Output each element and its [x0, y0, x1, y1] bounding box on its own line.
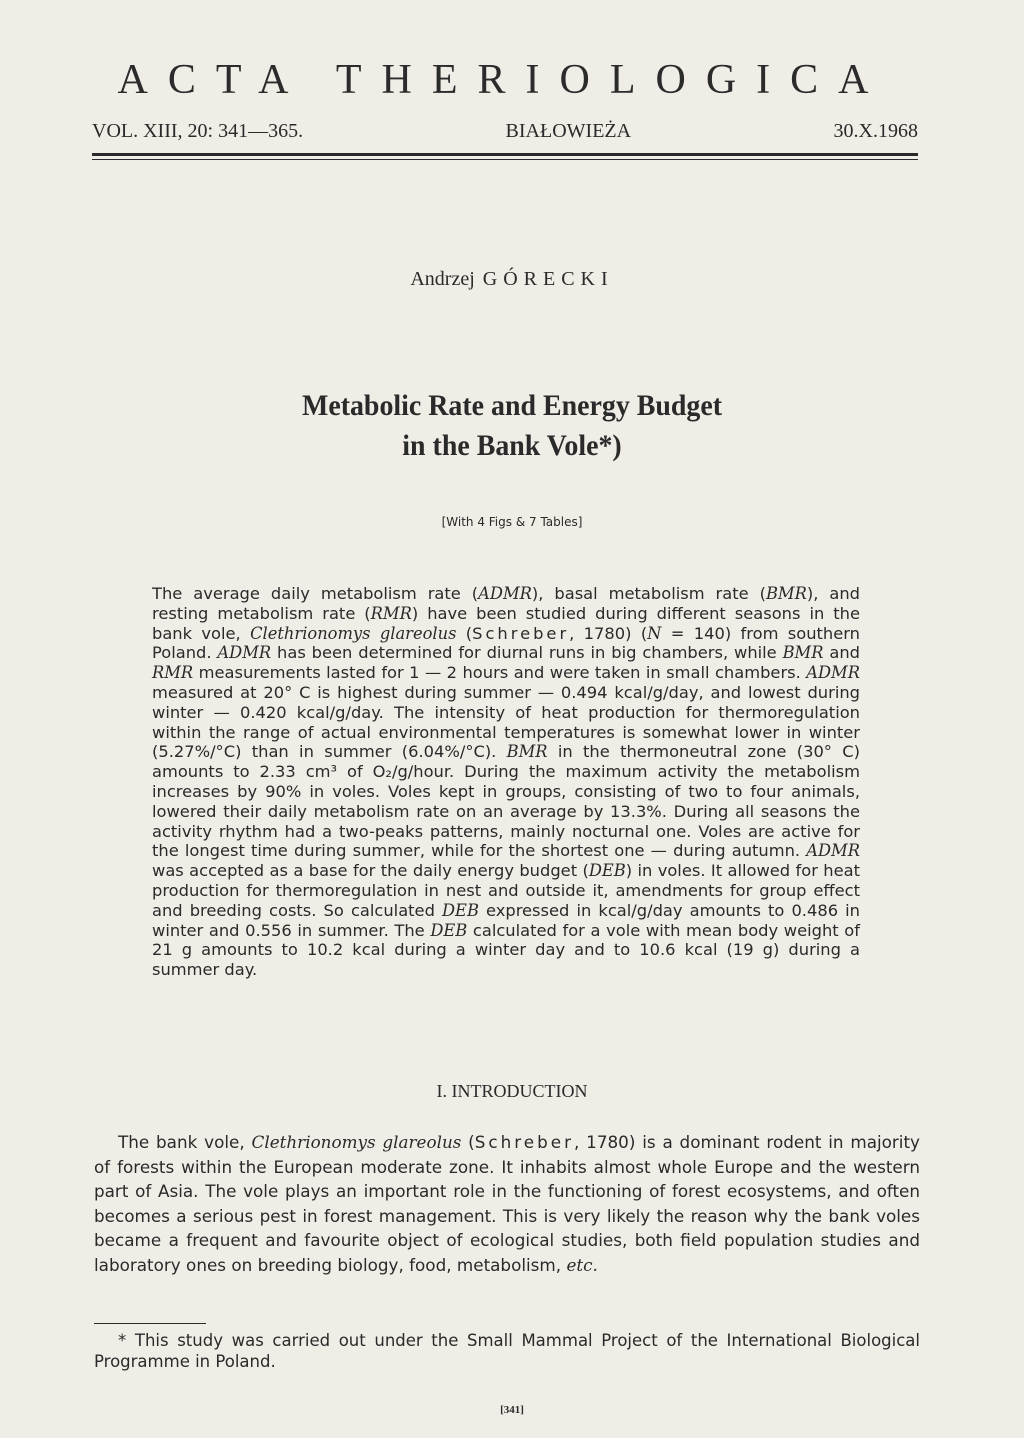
introduction-paragraph: The bank vole, Clethrionomys glareolus (Schreber, 1780) is a dominant rodent in majority of forests within the European moderate zone. It inhabits almost whole Europe and the western part of Asia. The vole plays an important role in the functioning of forest ecosystems, and often becomes a serious pest in forest management. This is very likely the reason why the bank voles became a frequent and favourite object of ecological studies, both field population studies and laboratory ones on breeding biology, food, metabolism, etc.	[94, 1132, 920, 1275]
volume-info: VOL. XIII, 20: 341—365.	[92, 120, 304, 142]
place: BIAŁOWIEŻA	[505, 120, 632, 142]
issue-date: 30.X.1968	[833, 120, 918, 142]
article-title	[36, 386, 988, 466]
author-surname: GÓRECKI	[482, 268, 614, 290]
issue-info	[92, 120, 918, 143]
section-heading-introduction: I. INTRODUCTION	[436, 1081, 588, 1101]
title-line-1: Metabolic Rate and Energy Budget	[301, 389, 723, 422]
author	[0, 268, 1024, 291]
header-rule-thick	[92, 153, 918, 156]
abstract: The average daily metabolism rate (ADMR), basal metabolism rate (BMR), and resting metabolism rate (RMR) have been studied during different seasons in the bank vole, Clethrionomys glareolus (Schreber, 1780) (N = 140) from southern Poland. ADMR has been determined for diurnal runs in big chambers, while BMR and RMR measurements lasted for 1 — 2 hours and were taken in small chambers. ADMR measured at 20° C is highest during summer — 0.494 kcal/g/day, and lowest during winter — 0.420 kcal/g/day. The intensity of heat production for thermoregulation within the range of actual environmental temperatures is somewhat lower in winter (5.27%/°C) than in summer (6.04%/°C). BMR in the thermoneutral zone (30° C) amounts to 2.33 cm³ of O₂/g/hour. During the maximum activity the metabolism increases by 90% in voles. Voles kept in groups, consisting of two to four animals, lowered their daily metabolism rate on an average by 13.3%. During all seasons the activity rhythm had a two-peaks patterns, mainly nocturnal one. Voles are active for the longest time during summer, while for the shortest one — during autumn. ADMR was accepted as a base for the daily energy budget (DEB) in voles. It allowed for heat production for thermoregulation in nest and outside it, amendments for group effect and breeding costs. So calculated DEB expressed in kcal/g/day amounts to 0.486 in winter and 0.556 in summer. The DEB calculated for a vole with mean body weight of 21 g amounts to 10.2 kcal during a winter day and to 10.6 kcal (19 g) during a summer day.	[152, 584, 860, 980]
footnote-rule	[94, 1323, 206, 1324]
footnote: * This study was carried out under the Small Mammal Project of the International Biological Programme in Poland.	[94, 1331, 920, 1371]
title-line-2: in the Bank Vole*)	[402, 429, 622, 462]
header-rule-thin	[92, 159, 918, 160]
author-first-name: Andrzej	[410, 268, 475, 290]
figures-note: [With 4 Figs & 7 Tables]	[441, 515, 583, 529]
journal-title: ACTA THERIOLOGICA	[117, 57, 889, 103]
page-number: [341]	[500, 1404, 524, 1416]
